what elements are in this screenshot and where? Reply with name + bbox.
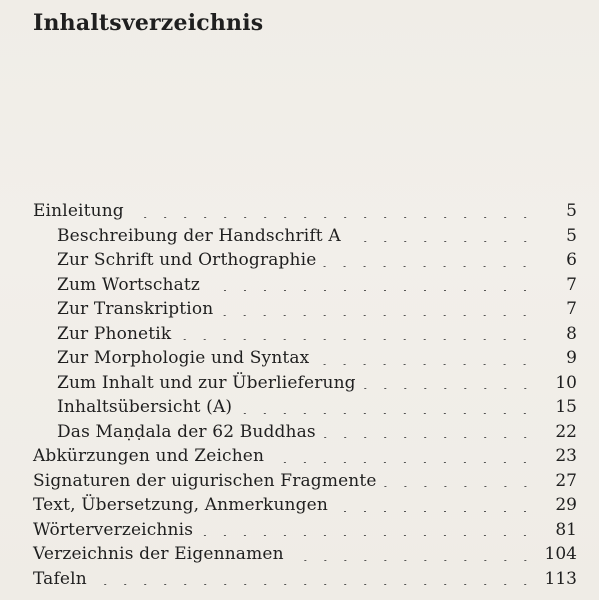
dot-leader	[315, 364, 535, 365]
toc-entry-label: Zur Schrift und Orthographie	[57, 250, 317, 270]
toc-entry	[33, 395, 577, 420]
dot-leader	[199, 535, 535, 536]
dot-leader	[347, 241, 535, 242]
toc-entry-label: Verzeichnis der Eigennamen	[33, 544, 284, 564]
toc-entry	[33, 371, 577, 396]
dot-leader	[238, 413, 535, 414]
dot-leader	[383, 486, 535, 487]
toc-page-number: 7	[566, 274, 577, 295]
toc-entry	[33, 322, 577, 347]
toc-page-number: 113	[544, 568, 577, 589]
dot-leader	[219, 315, 535, 316]
toc-entry	[33, 444, 577, 469]
toc-entry	[33, 199, 577, 224]
toc-entry-label: Zur Phonetik	[57, 323, 172, 344]
toc-entry-label: Tafeln	[33, 568, 87, 589]
toc-page-number: 9	[566, 348, 577, 368]
toc-entry	[33, 297, 577, 322]
toc-page-number: 27	[555, 470, 577, 491]
toc-page-number: 29	[555, 495, 577, 515]
toc-page-number: 104	[544, 544, 577, 564]
dot-leader	[93, 584, 535, 585]
toc-entry-label: Zur Transkription	[57, 299, 214, 319]
toc-entry-label: Zum Wortschatz	[57, 274, 201, 295]
toc-entry-label: Zum Inhalt und zur Überlieferung	[57, 372, 356, 393]
toc-entry-label: Wörterverzeichnis	[33, 519, 194, 540]
dot-leader	[362, 388, 535, 389]
toc-page-number: 7	[566, 299, 577, 319]
toc-page-number: 10	[555, 372, 577, 393]
toc-entry	[33, 493, 577, 518]
toc-entry-label: Einleitung	[33, 201, 124, 221]
toc-entry-label: Signaturen der uigurischen Fragmente	[33, 470, 377, 491]
toc-entry-label: Beschreibung der Handschrift A	[57, 225, 341, 246]
toc-entry-label: Text, Übersetzung, Anmerkungen	[33, 495, 328, 515]
toc-entry	[33, 224, 577, 249]
dot-leader	[270, 462, 535, 463]
toc-entry	[33, 542, 577, 567]
toc-page-number: 23	[555, 446, 577, 466]
toc-entry	[33, 346, 577, 371]
dot-leader	[334, 511, 535, 512]
dot-leader	[130, 217, 535, 218]
toc-page-number: 15	[555, 397, 577, 417]
dot-leader	[322, 437, 535, 438]
table-of-contents	[33, 199, 577, 591]
page-title: Inhaltsverzeichnis	[33, 10, 264, 36]
toc-entry-label: Inhaltsübersicht (A)	[57, 397, 233, 417]
dot-leader	[177, 339, 535, 340]
dot-leader	[206, 290, 535, 291]
toc-page-number: 22	[555, 421, 577, 442]
toc-entry	[33, 469, 577, 494]
toc-entry	[33, 518, 577, 543]
toc-entry-label: Zur Morphologie und Syntax	[57, 348, 310, 368]
toc-entry	[33, 248, 577, 273]
toc-entry-label: Abkürzungen und Zeichen	[33, 446, 265, 466]
toc-page-number: 81	[555, 519, 577, 540]
dot-leader	[290, 560, 535, 561]
toc-page-number: 8	[566, 323, 577, 344]
toc-entry	[33, 420, 577, 445]
toc-page-number: 5	[566, 225, 577, 246]
dot-leader	[322, 266, 535, 267]
toc-page-number: 5	[566, 201, 577, 221]
toc-page-number: 6	[566, 250, 577, 270]
toc-entry	[33, 567, 577, 592]
toc-entry-label: Das Maṇḍala der 62 Buddhas	[57, 421, 316, 442]
toc-entry	[33, 273, 577, 298]
